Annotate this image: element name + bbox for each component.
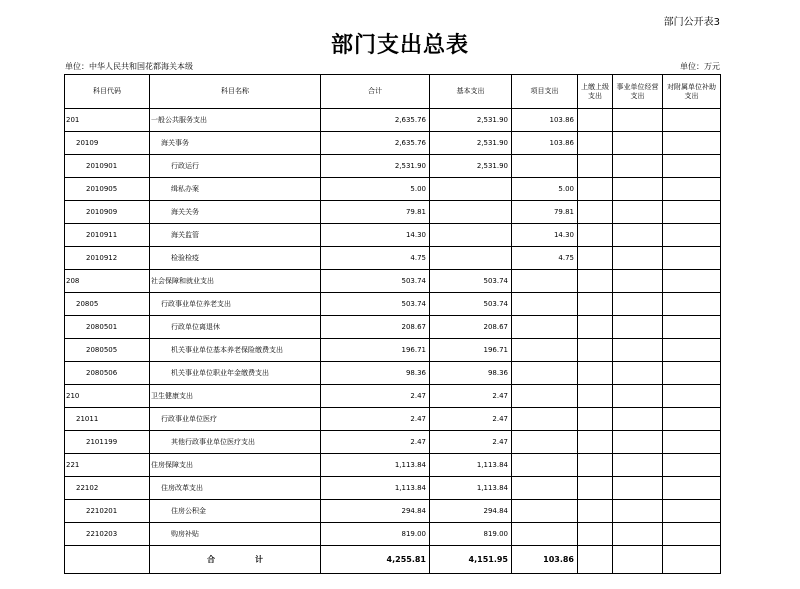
row-remit-upper xyxy=(578,385,613,408)
header-total: 合计 xyxy=(321,75,430,109)
row-code: 2010912 xyxy=(65,247,150,270)
row-remit-upper xyxy=(578,339,613,362)
table-row xyxy=(65,224,721,247)
row-project: 4.75 xyxy=(512,247,578,270)
row-name: 机关事业单位基本养老保险缴费支出 xyxy=(150,339,321,362)
row-name: 其他行政事业单位医疗支出 xyxy=(150,431,321,454)
row-business-ops xyxy=(613,155,663,178)
row-remit-upper xyxy=(578,270,613,293)
row-name: 一般公共服务支出 xyxy=(150,109,321,132)
row-subsidy xyxy=(663,132,721,155)
table-row xyxy=(65,385,721,408)
row-basic: 2.47 xyxy=(430,408,512,431)
row-remit-upper xyxy=(578,431,613,454)
row-subsidy xyxy=(663,201,721,224)
row-subsidy xyxy=(663,155,721,178)
row-subsidy xyxy=(663,385,721,408)
row-total: 4.75 xyxy=(321,247,430,270)
row-name: 行政事业单位养老支出 xyxy=(150,293,321,316)
table-row xyxy=(65,109,721,132)
row-remit-upper xyxy=(578,132,613,155)
row-remit-upper xyxy=(578,362,613,385)
row-business-ops xyxy=(613,431,663,454)
table-row xyxy=(65,270,721,293)
row-total: 1,113.84 xyxy=(321,454,430,477)
row-basic: 503.74 xyxy=(430,270,512,293)
row-remit-upper xyxy=(578,408,613,431)
table-row xyxy=(65,477,721,500)
row-project xyxy=(512,316,578,339)
table-row xyxy=(65,155,721,178)
total-label: 合 计 xyxy=(150,546,321,574)
row-code: 20805 xyxy=(65,293,150,316)
row-subsidy xyxy=(663,247,721,270)
row-business-ops xyxy=(613,500,663,523)
row-project xyxy=(512,155,578,178)
header-project: 项目支出 xyxy=(512,75,578,109)
row-name: 住房改革支出 xyxy=(150,477,321,500)
form-number: 部门公开表3 xyxy=(663,17,720,28)
row-total: 2.47 xyxy=(321,408,430,431)
row-subsidy xyxy=(663,523,721,546)
row-total: 79.81 xyxy=(321,201,430,224)
row-business-ops xyxy=(613,247,663,270)
row-total: 2,531.90 xyxy=(321,155,430,178)
row-remit-upper xyxy=(578,523,613,546)
row-code: 2080501 xyxy=(65,316,150,339)
row-name: 社会保障和就业支出 xyxy=(150,270,321,293)
table-row xyxy=(65,178,721,201)
row-basic: 819.00 xyxy=(430,523,512,546)
row-project xyxy=(512,385,578,408)
row-total: 819.00 xyxy=(321,523,430,546)
row-code: 2010911 xyxy=(65,224,150,247)
row-basic xyxy=(430,201,512,224)
row-project xyxy=(512,362,578,385)
row-code: 2080505 xyxy=(65,339,150,362)
row-basic xyxy=(430,224,512,247)
table-row xyxy=(65,247,721,270)
row-code: 221 xyxy=(65,454,150,477)
row-subsidy xyxy=(663,270,721,293)
row-name: 海关事务 xyxy=(150,132,321,155)
row-subsidy xyxy=(663,109,721,132)
row-name: 购房补贴 xyxy=(150,523,321,546)
row-remit-upper xyxy=(578,293,613,316)
row-total: 2.47 xyxy=(321,431,430,454)
table-row xyxy=(65,408,721,431)
row-code: 2080506 xyxy=(65,362,150,385)
row-business-ops xyxy=(613,201,663,224)
row-basic: 2,531.90 xyxy=(430,132,512,155)
row-project xyxy=(512,270,578,293)
row-project xyxy=(512,454,578,477)
row-name: 海关关务 xyxy=(150,201,321,224)
table-row xyxy=(65,339,721,362)
row-code: 20109 xyxy=(65,132,150,155)
row-basic xyxy=(430,178,512,201)
row-subsidy xyxy=(663,339,721,362)
row-subsidy xyxy=(663,431,721,454)
row-basic: 1,113.84 xyxy=(430,477,512,500)
total-basic: 4,151.95 xyxy=(430,546,512,574)
row-code: 2010909 xyxy=(65,201,150,224)
row-project: 79.81 xyxy=(512,201,578,224)
table-row xyxy=(65,500,721,523)
table-row xyxy=(65,523,721,546)
row-basic: 2.47 xyxy=(430,431,512,454)
row-subsidy xyxy=(663,454,721,477)
row-subsidy xyxy=(663,293,721,316)
row-subsidy xyxy=(663,477,721,500)
row-business-ops xyxy=(613,316,663,339)
row-basic: 503.74 xyxy=(430,293,512,316)
row-total: 5.00 xyxy=(321,178,430,201)
row-total: 294.84 xyxy=(321,500,430,523)
row-project xyxy=(512,293,578,316)
row-code: 2010901 xyxy=(65,155,150,178)
row-name: 卫生健康支出 xyxy=(150,385,321,408)
table-row xyxy=(65,201,721,224)
header-basic: 基本支出 xyxy=(430,75,512,109)
row-business-ops xyxy=(613,454,663,477)
row-remit-upper xyxy=(578,201,613,224)
table-header-row xyxy=(65,75,721,109)
row-business-ops xyxy=(613,270,663,293)
row-subsidy xyxy=(663,408,721,431)
row-subsidy xyxy=(663,362,721,385)
row-business-ops xyxy=(613,408,663,431)
row-basic: 1,113.84 xyxy=(430,454,512,477)
row-business-ops xyxy=(613,132,663,155)
row-project xyxy=(512,477,578,500)
row-business-ops xyxy=(613,224,663,247)
table-row xyxy=(65,454,721,477)
total-row xyxy=(65,546,721,574)
row-business-ops xyxy=(613,523,663,546)
row-remit-upper xyxy=(578,178,613,201)
row-name: 机关事业单位职业年金缴费支出 xyxy=(150,362,321,385)
row-total: 2,635.76 xyxy=(321,132,430,155)
page-title: 部门支出总表 xyxy=(330,32,469,58)
row-project xyxy=(512,408,578,431)
row-business-ops xyxy=(613,293,663,316)
row-basic: 196.71 xyxy=(430,339,512,362)
row-remit-upper xyxy=(578,155,613,178)
header-remit-upper: 上缴上级支出 xyxy=(578,75,613,109)
row-business-ops xyxy=(613,477,663,500)
row-project xyxy=(512,339,578,362)
row-name: 海关监管 xyxy=(150,224,321,247)
table-row xyxy=(65,431,721,454)
row-total: 208.67 xyxy=(321,316,430,339)
currency-unit-label: 单位：万元 xyxy=(680,62,720,71)
row-total: 196.71 xyxy=(321,339,430,362)
unit-label: 单位：中华人民共和国花都海关本级 xyxy=(65,62,193,71)
row-name: 行政事业单位医疗 xyxy=(150,408,321,431)
header-code: 科目代码 xyxy=(65,75,150,109)
total-subsidy xyxy=(663,546,721,574)
row-basic: 98.36 xyxy=(430,362,512,385)
row-project: 103.86 xyxy=(512,132,578,155)
header-business-ops: 事业单位经营支出 xyxy=(613,75,663,109)
row-remit-upper xyxy=(578,247,613,270)
row-code: 2010905 xyxy=(65,178,150,201)
row-subsidy xyxy=(663,500,721,523)
row-remit-upper xyxy=(578,109,613,132)
table-row xyxy=(65,362,721,385)
table-row xyxy=(65,316,721,339)
row-total: 503.74 xyxy=(321,270,430,293)
row-remit-upper xyxy=(578,477,613,500)
row-total: 98.36 xyxy=(321,362,430,385)
row-name: 检验检疫 xyxy=(150,247,321,270)
row-remit-upper xyxy=(578,454,613,477)
row-basic: 2,531.90 xyxy=(430,155,512,178)
row-project: 103.86 xyxy=(512,109,578,132)
row-business-ops xyxy=(613,385,663,408)
total-business-ops xyxy=(613,546,663,574)
total-project: 103.86 xyxy=(512,546,578,574)
total-remit-upper xyxy=(578,546,613,574)
row-total: 2.47 xyxy=(321,385,430,408)
table-row xyxy=(65,132,721,155)
row-name: 住房保障支出 xyxy=(150,454,321,477)
total-sum: 4,255.81 xyxy=(321,546,430,574)
row-code: 21011 xyxy=(65,408,150,431)
row-code: 2210203 xyxy=(65,523,150,546)
header-subsidy: 对附属单位补助支出 xyxy=(663,75,721,109)
row-code: 208 xyxy=(65,270,150,293)
row-basic: 2,531.90 xyxy=(430,109,512,132)
row-name: 住房公积金 xyxy=(150,500,321,523)
row-code: 201 xyxy=(65,109,150,132)
row-code: 2101199 xyxy=(65,431,150,454)
row-business-ops xyxy=(613,362,663,385)
row-basic: 2.47 xyxy=(430,385,512,408)
row-code: 210 xyxy=(65,385,150,408)
row-name: 缉私办案 xyxy=(150,178,321,201)
row-project: 5.00 xyxy=(512,178,578,201)
row-remit-upper xyxy=(578,316,613,339)
row-name: 行政单位离退休 xyxy=(150,316,321,339)
row-total: 503.74 xyxy=(321,293,430,316)
row-project: 14.30 xyxy=(512,224,578,247)
row-code: 22102 xyxy=(65,477,150,500)
expenditure-table xyxy=(64,74,721,574)
row-basic: 208.67 xyxy=(430,316,512,339)
row-remit-upper xyxy=(578,224,613,247)
row-total: 2,635.76 xyxy=(321,109,430,132)
row-name: 行政运行 xyxy=(150,155,321,178)
row-business-ops xyxy=(613,109,663,132)
row-project xyxy=(512,431,578,454)
row-basic xyxy=(430,247,512,270)
row-project xyxy=(512,500,578,523)
row-subsidy xyxy=(663,316,721,339)
total-code-cell xyxy=(65,546,150,574)
row-business-ops xyxy=(613,339,663,362)
row-code: 2210201 xyxy=(65,500,150,523)
row-subsidy xyxy=(663,178,721,201)
row-business-ops xyxy=(613,178,663,201)
row-subsidy xyxy=(663,224,721,247)
row-total: 14.30 xyxy=(321,224,430,247)
header-name: 科目名称 xyxy=(150,75,321,109)
row-total: 1,113.84 xyxy=(321,477,430,500)
row-basic: 294.84 xyxy=(430,500,512,523)
table-row xyxy=(65,293,721,316)
row-project xyxy=(512,523,578,546)
row-remit-upper xyxy=(578,500,613,523)
